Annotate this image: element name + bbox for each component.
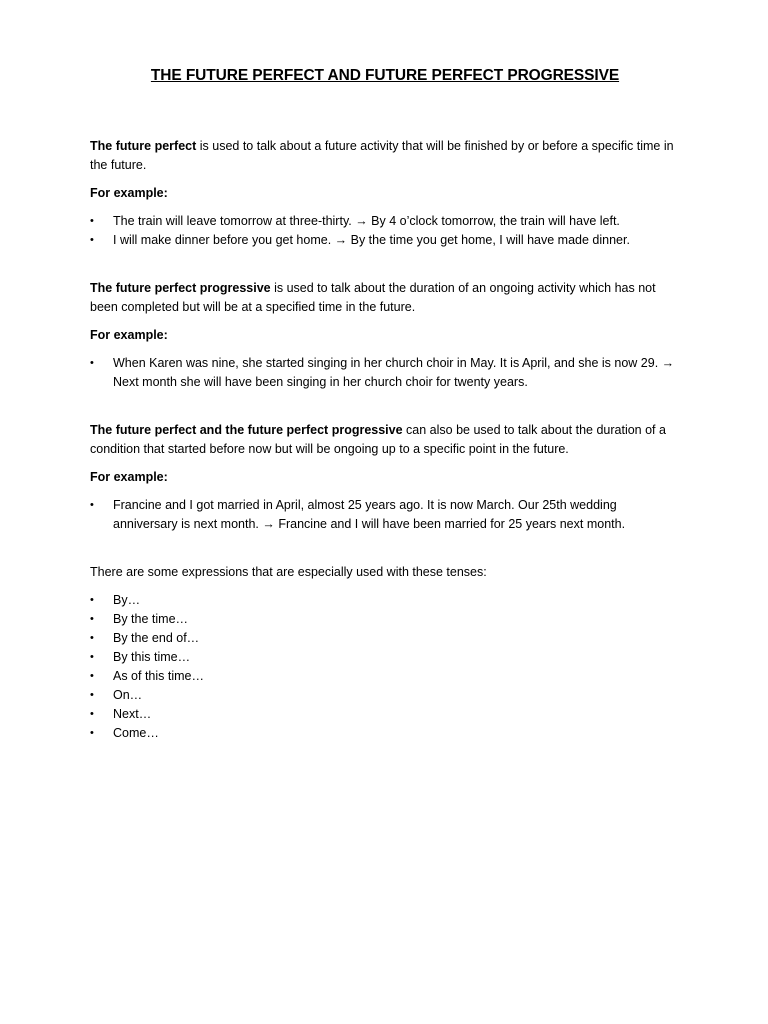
list-item — [90, 354, 680, 392]
expression-text: Come… — [113, 726, 159, 740]
definition-paragraph — [90, 421, 680, 459]
example-label: For example: — [90, 470, 168, 484]
bullet-icon: • — [90, 651, 94, 663]
spacer — [90, 392, 680, 421]
bullet-icon: • — [90, 689, 94, 701]
list-item — [90, 496, 680, 534]
bullet-icon: • — [90, 670, 94, 682]
list-item — [90, 648, 680, 667]
term: The future perfect and the future perfect progressive — [90, 423, 403, 437]
section-expressions — [90, 563, 680, 743]
definition-text: is used to talk about the duration of an ongoing activity which has not been completed but will be at a specified time in the future. — [90, 281, 656, 314]
spacer — [90, 250, 680, 279]
list-item — [90, 629, 680, 648]
example-label: For example: — [90, 328, 168, 342]
definition-text: is used to talk about a future activity that will be finished by or before a specific time in the future. — [90, 139, 674, 172]
example-list — [90, 354, 680, 392]
bullet-icon: • — [90, 613, 94, 625]
expressions-list — [90, 591, 680, 743]
bullet-icon: • — [90, 215, 94, 227]
example-text: Francine and I got married in April, almost 25 years ago. It is now March. Our 25th wedding anniversary is next month. → Francine and I will have been married for 25 years next month. — [113, 498, 626, 531]
definition-paragraph — [90, 279, 680, 317]
example-list — [90, 212, 680, 250]
list-item — [90, 686, 680, 705]
example-label: For example: — [90, 186, 168, 200]
expression-text: Next… — [113, 707, 152, 721]
definition-text: can also be used to talk about the duration of a condition that started before now but will be ongoing up to a specific point in the future. — [90, 423, 666, 456]
term: The future perfect progressive — [90, 281, 271, 295]
example-text: When Karen was nine, she started singing in her church choir in May. It is April, and she is now 29. → Next month she will have been singing in her church choir for twenty years. — [113, 356, 675, 389]
expression-text: By… — [113, 593, 141, 607]
example-text: The train will leave tomorrow at three-thirty. → By 4 o’clock tomorrow, the train will have left. — [113, 214, 620, 228]
example-text: I will make dinner before you get home. → By the time you get home, I will have made dinner. — [113, 233, 630, 247]
expression-text: By the time… — [113, 612, 189, 626]
term: The future perfect — [90, 139, 197, 153]
list-item — [90, 724, 680, 743]
definition-paragraph — [90, 137, 680, 175]
list-item — [90, 705, 680, 724]
list-item — [90, 212, 680, 231]
document-title: THE FUTURE PERFECT AND FUTURE PERFECT PROGRESSIVE — [150, 67, 620, 84]
section-both-tenses — [90, 421, 680, 534]
expression-text: By this time… — [113, 650, 191, 664]
bullet-icon: • — [90, 499, 94, 511]
example-list — [90, 496, 680, 534]
bullet-icon: • — [90, 632, 94, 644]
bullet-icon: • — [90, 234, 94, 246]
list-item — [90, 610, 680, 629]
section-future-perfect — [90, 137, 680, 250]
spacer — [90, 534, 680, 563]
bullet-icon: • — [90, 708, 94, 720]
bullet-icon: • — [90, 727, 94, 739]
bullet-icon: • — [90, 357, 94, 369]
section-future-perfect-progressive — [90, 279, 680, 392]
expression-text: On… — [113, 688, 143, 702]
expressions-intro: There are some expressions that are especially used with these tenses: — [90, 565, 487, 579]
expression-text: By the end of… — [113, 631, 200, 645]
list-item — [90, 231, 680, 250]
expression-text: As of this time… — [113, 669, 204, 683]
bullet-icon: • — [90, 594, 94, 606]
list-item — [90, 591, 680, 610]
document-page — [90, 64, 680, 743]
list-item — [90, 667, 680, 686]
